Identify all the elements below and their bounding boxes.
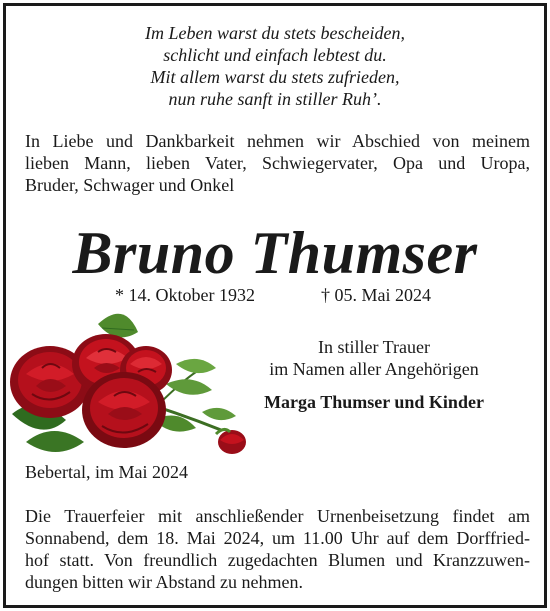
farewell-text	[25, 130, 530, 196]
mourning-line: In stiller Trauer	[318, 337, 430, 357]
farewell-line: lieben Mann, lieben Vater, Schwiegervater, Opa und Uropa,	[25, 153, 530, 173]
mourning-line: im Namen aller Angehörigen	[269, 359, 479, 379]
deceased-name: Bruno Thumser	[72, 220, 478, 286]
ceremony-line: hof statt. Von freundlich zugedachten Blumen und Kranzzuwen-	[25, 550, 530, 570]
ceremony-line: dungen bitten wir Abstand zu nehmen.	[25, 572, 303, 592]
ceremony-notice	[25, 505, 530, 593]
birth-date: * 14. Oktober 1932	[115, 285, 255, 305]
ceremony-line: Sonnabend, dem 18. Mai 2024, um 11.00 Uhr auf dem Dorffried-	[25, 528, 530, 548]
red-roses-image	[6, 302, 256, 462]
farewell-line: Bruder, Schwager und Onkel	[25, 175, 235, 195]
poem-line: schlicht und einfach lebtest du.	[163, 45, 387, 65]
obituary-notice	[3, 3, 547, 608]
poem-line: Mit allem warst du stets zufrieden,	[150, 67, 400, 87]
ceremony-line: Die Trauerfeier mit anschließender Urnenbeisetzung findet am	[25, 506, 530, 526]
poem-line: nun ruhe sanft in stiller Ruh’.	[168, 89, 382, 109]
poem-line: Im Leben warst du stets bescheiden,	[145, 23, 405, 43]
memorial-poem	[6, 22, 544, 110]
death-date: † 05. Mai 2024	[321, 285, 431, 305]
place-date: Bebertal, im Mai 2024	[25, 462, 188, 482]
family-signature: Marga Thumser und Kinder	[264, 392, 484, 412]
farewell-line: In Liebe und Dankbarkeit nehmen wir Abschied von meinem	[25, 131, 530, 151]
mourning-block	[244, 336, 504, 380]
